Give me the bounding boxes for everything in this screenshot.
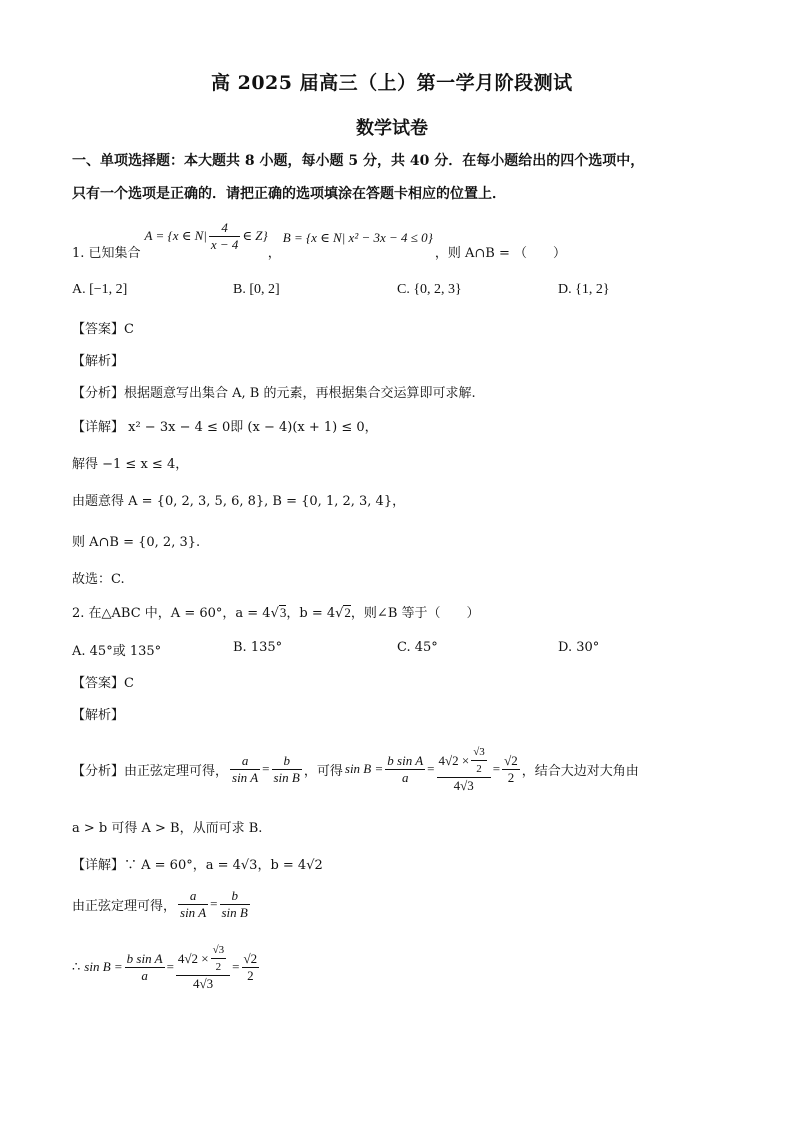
q2-step2-frac-d-den: 4√3 xyxy=(192,976,214,991)
q2-fenxi-frac-a-num: a xyxy=(230,753,260,770)
q2-fenxi-frac-b-num: b xyxy=(272,753,302,770)
q2-step1-frac-b xyxy=(220,888,250,921)
q1-answer: 【答案】C xyxy=(72,322,134,337)
q1-prefix: 1. 已知集合 xyxy=(72,246,141,261)
q1-option-b: B. [0, 2] xyxy=(233,282,280,297)
q2-xiangjie: 【详解】∵ A = 60°，a = 4√3，b = 4√2 xyxy=(72,858,323,873)
page-subtitle: 数学试卷 xyxy=(356,118,428,139)
q2-answer: 【答案】C xyxy=(72,676,134,691)
q2-stem-sqrt-b: 2 xyxy=(344,605,351,620)
section-instructions-line1: 一、单项选择题：本大题共 8 小题，每小题 5 分，共 40 分．在每小题给出的四个选项中， xyxy=(72,153,645,169)
q2-fenxi-frac-e-den: 2 xyxy=(507,769,515,785)
q1-step3: 则 A∩B = {0, 2, 3}. xyxy=(72,535,201,550)
q2-step2-sinb-lhs: sin B = xyxy=(84,959,123,974)
q2-option-d: D. 30° xyxy=(558,640,600,655)
q2-step2-frac-d xyxy=(176,942,230,992)
q2-step2-frac-c-den: a xyxy=(141,967,148,983)
q2-step1-prefix: 由正弦定理可得， xyxy=(72,898,177,914)
q2-step2-frac-e xyxy=(242,951,260,984)
q1-set-a-frac-num: 4 xyxy=(209,220,241,237)
q2-fenxi-suffix: ，结合大边对大角由 xyxy=(521,763,639,779)
q1-set-a-fraction xyxy=(209,220,241,253)
page-title: 高 2025 届高三（上）第一学月阶段测试 xyxy=(211,72,573,94)
question-1-stem xyxy=(72,220,566,264)
q1-conclusion: 故选：C. xyxy=(72,572,125,587)
question-2-stem: 2. 在△ABC 中，A = 60°，a = 4√3，b = 4√2，则∠B 等于（ ） xyxy=(72,605,480,621)
q2-step2-frac-e-num: √2 xyxy=(243,950,258,966)
q1-analysis-label: 【解析】 xyxy=(72,354,125,369)
q2-analysis-label: 【解析】 xyxy=(72,708,125,723)
q2-fenxi-prefix: 【分析】由正弦定理可得， xyxy=(72,763,229,779)
q2-fenxi-line1: 【分析】由正弦定理可得， $\frac{a}{\text{sin A}}$ = $\frac{b}{\text{sin B}}$ ，可得 sin B = $\frac{\text{b sin A}}{a}$ = 4√2 × $\frac{√3}{2}$ 4√3 = $\frac{√2}{2}$ ，结合大边对大角由 xyxy=(72,746,639,793)
q2-step2-frac-c-num: b sin A xyxy=(126,950,163,966)
q1-set-a-left: A = {x ∈ N| xyxy=(144,228,207,243)
q1-option-d: D. {1, 2} xyxy=(558,282,610,297)
q2-step2-frac-d-num-a: 4√2 × xyxy=(177,950,209,966)
q1-set-b: B = {x ∈ N| x² − 3x − 4 ≤ 0} xyxy=(282,230,433,245)
q1-set-a-frac-den: x − 4 xyxy=(210,236,239,252)
q2-fenxi-frac-d-inner-den: 2 xyxy=(476,763,482,775)
q1-step1: 解得 −1 ≤ x ≤ 4， xyxy=(72,457,189,472)
q1-option-a: A. [−1, 2] xyxy=(72,282,128,297)
q1-set-a-right: ∈ Z} xyxy=(242,228,268,243)
q2-fenxi-frac-d xyxy=(437,744,491,794)
q2-step1-frac-b-den: sin B xyxy=(221,904,248,920)
q1-step2: 由题意得 A = {0, 2, 3, 5, 6, 8}, B = {0, 1, 2, 3, 4}， xyxy=(72,494,406,509)
q1-comma: ， xyxy=(267,246,281,261)
q2-step2-therefore: ∴ xyxy=(72,959,81,975)
q1-option-c: C. {0, 2, 3} xyxy=(397,282,462,297)
q2-fenxi-line2: a > b 可得 A > B，从而可求 B. xyxy=(72,821,263,836)
q2-option-c: C. 45° xyxy=(397,640,438,655)
q1-set-a xyxy=(145,220,268,253)
q2-step2-frac-e-den: 2 xyxy=(247,967,254,983)
q2-fenxi-frac-b-den: sin B xyxy=(273,769,300,785)
q2-stem-sqrt-a: 3 xyxy=(279,605,287,620)
q2-fenxi-frac-e xyxy=(502,753,520,786)
q2-fenxi-frac-d-inner-num: √3 xyxy=(471,744,487,761)
q1-xiangjie: 【详解】 x² − 3x − 4 ≤ 0即 (x − 4)(x + 1) ≤ 0， xyxy=(72,420,378,435)
q2-stem-mid: ，b = 4 xyxy=(286,606,336,621)
q2-fenxi-sinb-lhs: sin B = xyxy=(344,761,384,776)
q2-step1: 由正弦定理可得， $\frac{a}{\text{sin A}}$ = $\frac{b}{\text{sin B}}$ xyxy=(72,887,248,920)
q2-step1-frac-b-num: b xyxy=(220,888,250,905)
q2-fenxi-frac-c-den: a xyxy=(401,769,409,785)
q1-suffix: ，则 A∩B = （ ） xyxy=(434,246,566,261)
q2-fenxi-mid: ，可得 xyxy=(303,763,343,779)
q2-step2: ∴ sin B = $\frac{\text{b sin A}}{a}$ = 4√2 × $\frac{√3}{2}$ 4√3 = $\frac{√2}{2}$ xyxy=(72,944,258,991)
q2-stem-suffix: ，则∠B 等于（ ） xyxy=(350,606,480,621)
q2-step1-frac-a-den: sin A xyxy=(180,904,207,920)
q1-fenxi: 【分析】根据题意写出集合 A, B 的元素，再根据集合交运算即可求解. xyxy=(72,386,476,401)
q2-fenxi-frac-b xyxy=(272,753,302,786)
q2-fenxi-frac-d-den: 4√3 xyxy=(453,778,474,793)
q2-step2-frac-c xyxy=(125,951,165,984)
q2-step1-frac-a-num: a xyxy=(178,888,208,905)
q2-fenxi-frac-c xyxy=(385,753,425,786)
q2-stem-prefix: 2. 在△ABC 中，A = 60°，a = 4 xyxy=(72,606,271,621)
section-instructions-line2: 只有一个选项是正确的．请把正确的选项填涂在答题卡相应的位置上． xyxy=(72,186,506,202)
q2-step1-frac-a xyxy=(178,888,208,921)
q2-fenxi-frac-c-num: b sin A xyxy=(387,752,424,768)
q2-step2-frac-d-inner-den: 2 xyxy=(215,961,222,973)
q2-fenxi-frac-a-den: sin A xyxy=(232,769,259,785)
q2-step2-frac-d-inner-num: √3 xyxy=(211,942,227,959)
q2-option-b: B. 135° xyxy=(233,640,283,655)
q2-fenxi-frac-d-num-a: 4√2 × xyxy=(438,752,470,768)
q2-fenxi-frac-e-num: √2 xyxy=(504,752,518,768)
q2-option-a: A. 45°或 135° xyxy=(72,644,162,659)
q2-fenxi-frac-a xyxy=(230,753,260,786)
